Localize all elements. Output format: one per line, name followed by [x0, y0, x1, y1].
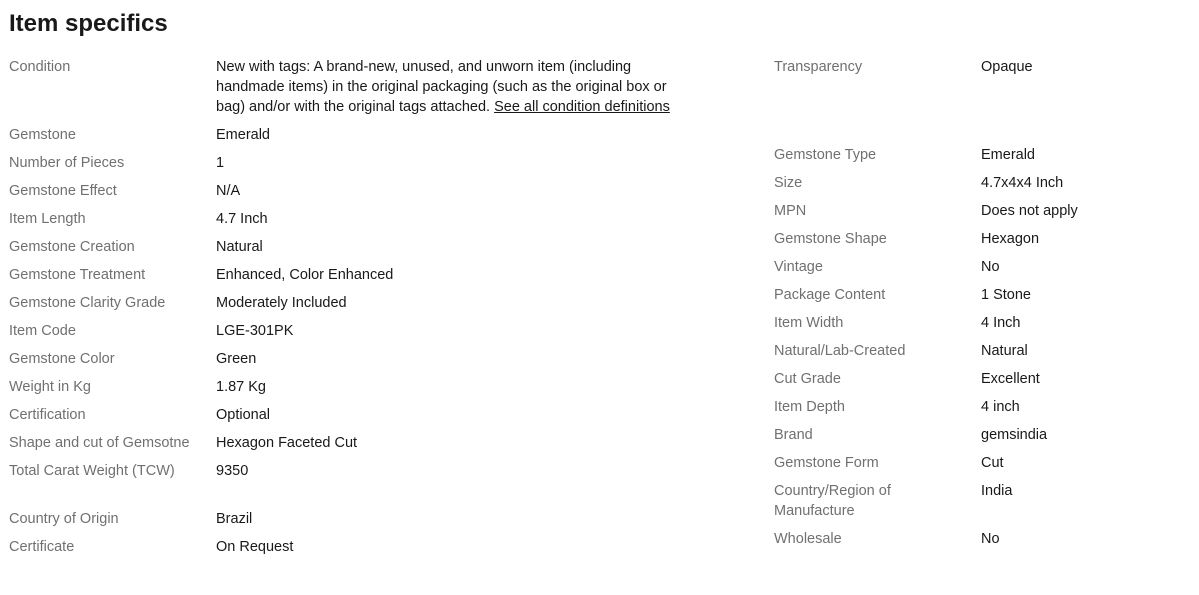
specifics-left-column: [9, 57, 709, 565]
spec-value: Excellent: [981, 371, 1040, 387]
spec-label: Shape and cut of Gemsotne: [9, 435, 190, 451]
spec-row: [9, 181, 709, 201]
spec-value: Moderately Included: [216, 295, 347, 311]
spec-value: India: [981, 483, 1013, 499]
spec-row: [774, 57, 1194, 137]
spec-label: Certificate: [9, 539, 75, 555]
spec-row: [774, 201, 1194, 221]
spec-value: 4.7x4x4 Inch: [981, 175, 1064, 191]
spec-row: [774, 313, 1194, 333]
spec-value: 1 Stone: [981, 287, 1031, 303]
spec-label: Total Carat Weight (TCW): [9, 463, 175, 479]
spec-label: Gemstone Effect: [9, 183, 117, 199]
condition-description: New with tags: A brand-new, unused, and unworn item (including handmade items) in the original packaging (such as the original box or bag) and/or with the original tags attached.: [216, 59, 667, 115]
spec-label: Wholesale: [774, 531, 842, 547]
spec-value: [216, 57, 686, 117]
spec-label: Gemstone Type: [774, 147, 877, 163]
spec-label: Gemstone: [9, 127, 76, 143]
spec-label: Gemstone Form: [774, 455, 879, 471]
spec-value: 1: [216, 155, 225, 171]
spec-row: [774, 369, 1194, 389]
spec-row: [9, 209, 709, 229]
spec-label: Item Code: [9, 323, 76, 339]
spec-label: MPN: [774, 203, 807, 219]
spec-row: [774, 145, 1194, 165]
spec-row: [774, 173, 1194, 193]
spec-label: Transparency: [774, 59, 863, 75]
spec-row: [9, 265, 709, 285]
spec-value: Emerald: [981, 147, 1035, 163]
spec-row: [9, 321, 709, 341]
spec-value: 4 inch: [981, 399, 1020, 415]
spec-label: Size: [774, 175, 803, 191]
spec-label: Item Width: [774, 315, 844, 331]
spec-label: Certification: [9, 407, 86, 423]
spec-label: Gemstone Creation: [9, 239, 135, 255]
spec-value: No: [981, 259, 1000, 275]
spec-value: Natural: [216, 239, 263, 255]
spec-row: [9, 293, 709, 313]
spec-value: Opaque: [981, 59, 1033, 75]
spec-row: [9, 153, 709, 173]
spec-row: [774, 229, 1194, 249]
spec-value: Brazil: [216, 511, 253, 527]
spec-label: Package Content: [774, 287, 886, 303]
spec-row: [9, 125, 709, 145]
spec-row: [9, 405, 709, 425]
spec-value: Emerald: [216, 127, 270, 143]
spec-label: Item Length: [9, 211, 86, 227]
spec-value: 9350: [216, 463, 249, 479]
spec-row: [774, 397, 1194, 417]
spec-label: Gemstone Color: [9, 351, 115, 367]
spec-label: Gemstone Clarity Grade: [9, 295, 166, 311]
spec-label: Country/Region of Manufacture: [774, 483, 891, 519]
spec-label: Natural/Lab-Created: [774, 343, 906, 359]
spec-row-condition: [9, 57, 709, 117]
spec-value: 1.87 Kg: [216, 379, 266, 395]
spec-row: [9, 509, 709, 529]
spec-row: [774, 341, 1194, 361]
spec-value: Hexagon: [981, 231, 1040, 247]
spec-value: Hexagon Faceted Cut: [216, 435, 358, 451]
spec-row: [9, 537, 709, 557]
spec-row: [9, 461, 709, 501]
spec-label: Gemstone Shape: [774, 231, 887, 247]
spec-value: Cut: [981, 455, 1004, 471]
spec-row: [9, 349, 709, 369]
see-all-condition-definitions-link[interactable]: See all condition definitions: [494, 99, 670, 115]
spec-value: Green: [216, 351, 257, 367]
spec-label: Item Depth: [774, 399, 845, 415]
spec-value: 4 Inch: [981, 315, 1021, 331]
spec-row: [774, 529, 1194, 549]
spec-value: Enhanced, Color Enhanced: [216, 267, 394, 283]
spec-row: [774, 425, 1194, 445]
spec-row: [9, 377, 709, 397]
spec-row: [774, 481, 1194, 521]
spec-label: Condition: [9, 59, 71, 75]
section-title: Item specifics: [9, 10, 168, 37]
spec-value: On Request: [216, 539, 294, 555]
spec-label: Gemstone Treatment: [9, 267, 146, 283]
spec-row: [9, 433, 709, 453]
spec-value: Does not apply: [981, 203, 1078, 219]
spec-value: Optional: [216, 407, 271, 423]
spec-label: Number of Pieces: [9, 155, 125, 171]
spec-row: [774, 257, 1194, 277]
spec-row: [9, 237, 709, 257]
spec-label: Vintage: [774, 259, 823, 275]
spec-value: gemsindia: [981, 427, 1048, 443]
spec-value: No: [981, 531, 1000, 547]
specifics-right-column: [774, 57, 1194, 557]
spec-row: [774, 285, 1194, 305]
spec-label: Cut Grade: [774, 371, 841, 387]
spec-label: Country of Origin: [9, 511, 119, 527]
spec-value: 4.7 Inch: [216, 211, 268, 227]
spec-value: Natural: [981, 343, 1028, 359]
spec-value: N/A: [216, 183, 241, 199]
spec-row: [774, 453, 1194, 473]
spec-value: LGE-301PK: [216, 323, 294, 339]
spec-label: Weight in Kg: [9, 379, 91, 395]
spec-label: Brand: [774, 427, 813, 443]
